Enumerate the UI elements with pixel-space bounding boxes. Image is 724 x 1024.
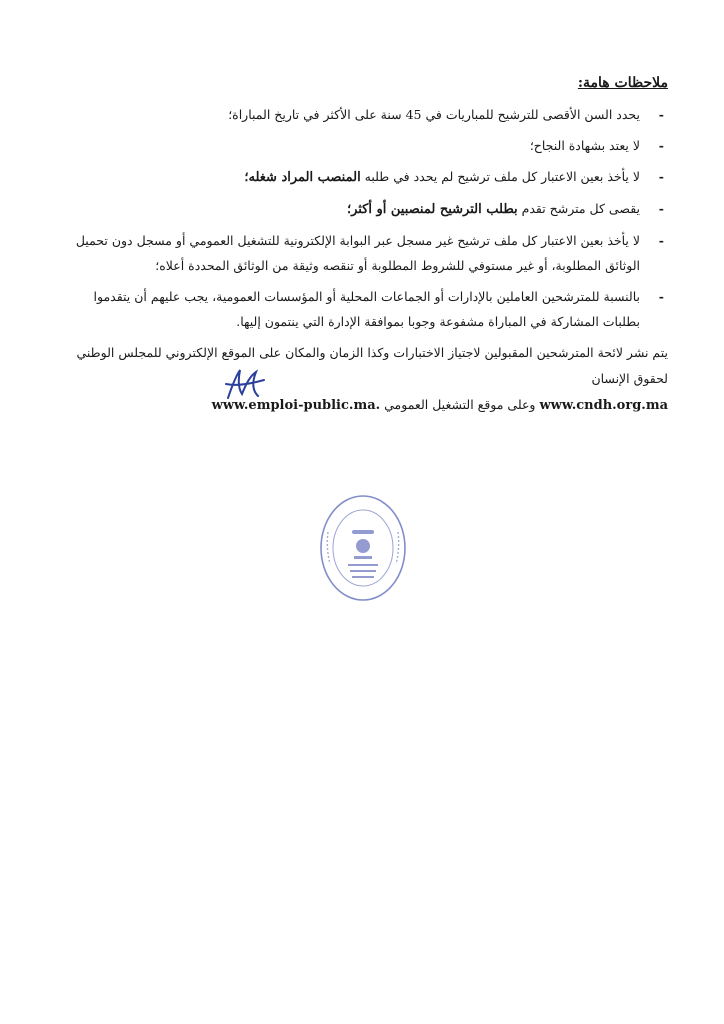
note-item-multiple-positions: - يقصى كل مترشح تقدم بطلب الترشيح لمنصبين أو أكثر؛ [56,196,668,222]
note-item-age-limit: - يحدد السن الأقصى للترشيح للمباريات في 45 سنة على الأكثر في تاريخ المباراة؛ [56,102,668,127]
note-item-employee-approval: - بالنسبة للمترشحين العاملين بالإدارات أو الجماعات المحلية أو المؤسسات العمومية، يجب عليهم أن يتقدموا بطلبات المشاركة في المباراة مشفوعة وجوبا بموافقة الإدارة التي ينتمون إليها. [56,284,668,334]
bullet-dash-icon: - [658,233,664,248]
bullet-dash-icon: - [658,201,664,216]
signature-icon [222,364,266,404]
publication-note: يتم نشر لائحة المترشحين المقبولين لاجتياز الاختبارات وكذا الزمان والمكان على الموقع الإلكتروني للمجلس الوطني لحقوق الإنسان www.cndh.org.ma وعلى موقع التشغيل العمومي www.emploi-public.ma. [76,345,668,413]
bullet-dash-icon: - [658,107,664,122]
bullet-dash-icon: - [658,169,664,184]
official-stamp-icon [318,492,408,604]
note-item-position-required: - لا يأخذ بعين الاعتبار كل ملف ترشيح لم يحدد في طلبه المنصب المراد شغله؛ [56,164,668,190]
bullet-dash-icon: - [658,138,664,153]
emploi-public-link[interactable]: www.emploi-public.ma. [211,398,381,413]
notes-heading: ملاحظات هامة: [577,75,668,91]
notes-list [56,102,668,334]
cndh-website-link[interactable]: www.cndh.org.ma [539,398,668,413]
bullet-dash-icon: - [658,289,664,304]
note-item-online-registration: - لا يأخذ بعين الاعتبار كل ملف ترشيح غير مسجل عبر البوابة الإلكترونية للتشغيل العمومي أو مسجل دون تحميل الوثائق المطلوبة، أو غير مستوفي للشروط المطلوبة أو تنقصه وثيقة من الوثائق المحددة أعلاه؛ [56,228,668,278]
note-item-success-certificate: - لا يعتد بشهادة النجاح؛ [56,133,668,158]
notes-section [56,70,668,432]
